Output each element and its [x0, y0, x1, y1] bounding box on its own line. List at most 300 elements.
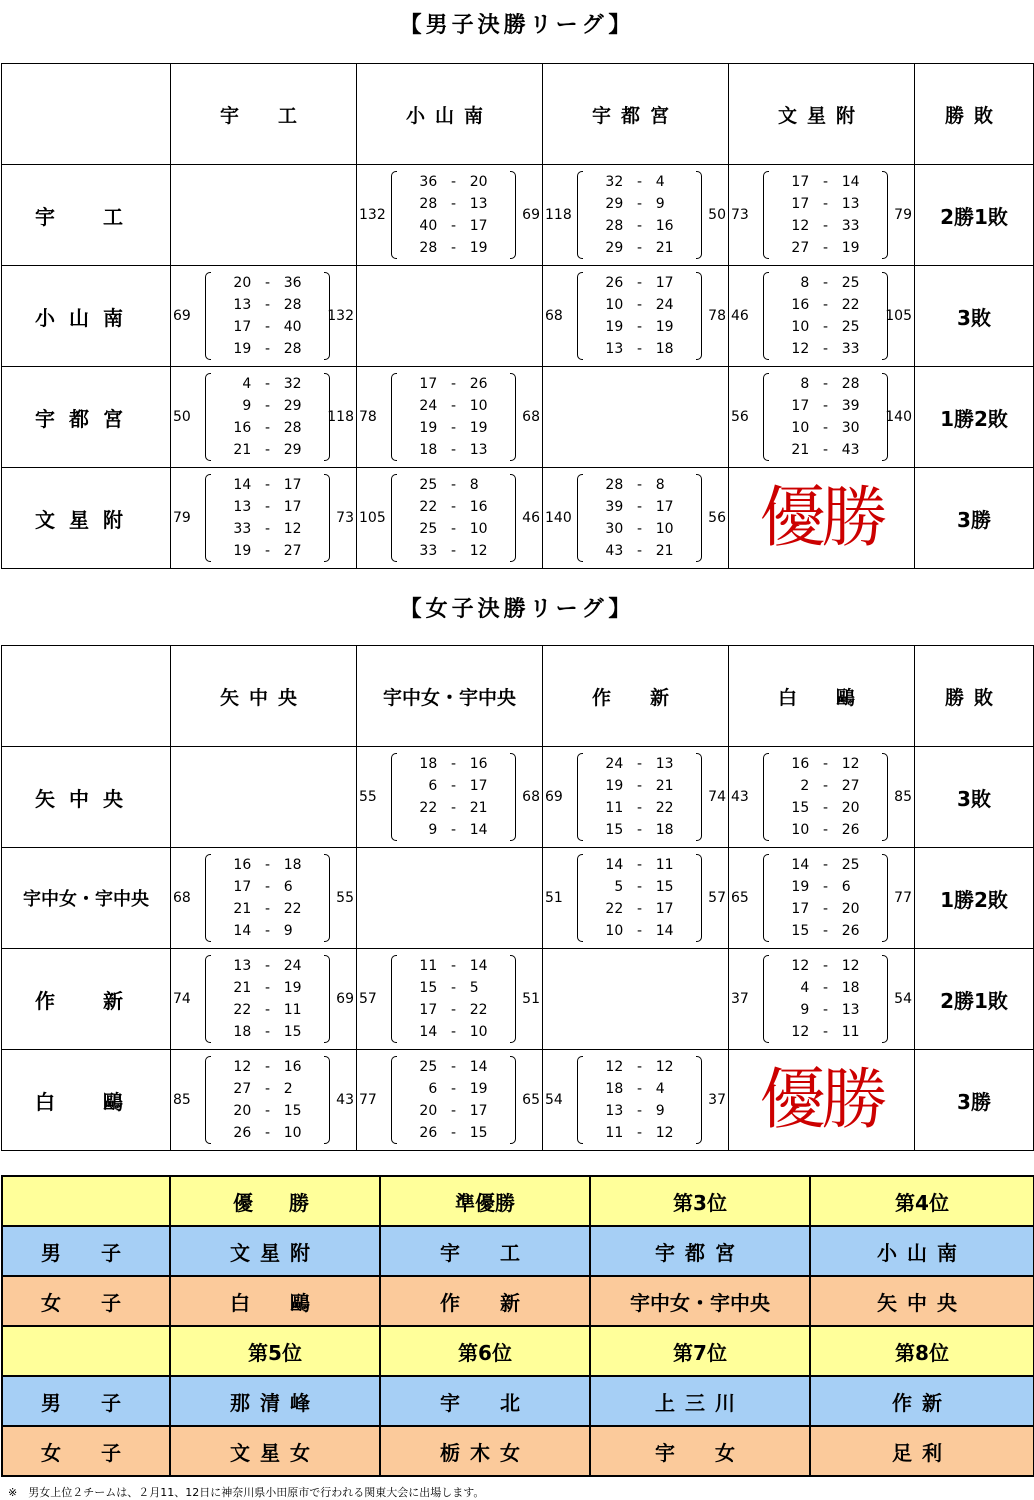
period-score: 25 [841, 319, 860, 335]
match-cell [357, 468, 543, 569]
bracket-right [882, 171, 888, 259]
match-score [357, 367, 542, 467]
period-score: 26 [469, 376, 488, 392]
period-bracket [577, 753, 702, 841]
period-score: 19 [233, 341, 252, 357]
period-row [399, 777, 508, 795]
period-score: 28 [419, 240, 438, 256]
match-cell [729, 468, 915, 569]
match-cell [543, 747, 729, 848]
period-score: 22 [233, 1002, 252, 1018]
opponent-total-score: 73 [336, 510, 354, 526]
bracket-left [205, 474, 211, 562]
period-score: 12 [233, 1059, 252, 1075]
total-score: 37 [731, 991, 749, 1007]
period-score: 12 [469, 543, 488, 559]
match-score [729, 165, 914, 265]
period-score: 39 [841, 398, 860, 414]
period-score: 33 [841, 218, 860, 234]
period-row [771, 173, 880, 191]
dash: - [450, 196, 457, 212]
period-score: 12 [655, 1059, 674, 1075]
bracket-left [763, 854, 769, 942]
match-score [357, 1050, 542, 1150]
period-score: 11 [419, 958, 438, 974]
period-score: 22 [605, 901, 624, 917]
period-row [585, 318, 694, 336]
period-row [399, 979, 508, 997]
period-score: 28 [283, 341, 302, 357]
total-score: 65 [731, 890, 749, 906]
bracket-left [391, 1056, 397, 1144]
opponent-total-score: 51 [522, 991, 540, 1007]
dash: - [450, 800, 457, 816]
period-row [213, 957, 322, 975]
standings-boys-row [2, 1226, 1034, 1276]
opponent-total-score: 69 [522, 207, 540, 223]
total-score: 118 [545, 207, 572, 223]
period-score: 6 [283, 879, 293, 895]
period-score: 5 [614, 879, 624, 895]
dash: - [450, 1103, 457, 1119]
bracket-left [577, 474, 583, 562]
period-score: 16 [469, 499, 488, 515]
period-bracket [577, 854, 702, 942]
period-score: 30 [605, 521, 624, 537]
period-score: 10 [791, 822, 810, 838]
period-row [585, 922, 694, 940]
period-scores [771, 955, 880, 1043]
period-row [399, 1102, 508, 1120]
bracket-left [577, 854, 583, 942]
rank-header: 第4位 [810, 1176, 1034, 1226]
period-score: 40 [419, 218, 438, 234]
period-bracket [763, 955, 888, 1043]
period-row [771, 1001, 880, 1019]
period-row [213, 318, 322, 336]
period-row [771, 318, 880, 336]
period-score: 18 [655, 341, 674, 357]
dash: - [822, 398, 829, 414]
period-score: 21 [655, 778, 674, 794]
total-score: 43 [731, 789, 749, 805]
period-score: 11 [605, 800, 624, 816]
period-score: 28 [605, 218, 624, 234]
period-row [399, 821, 508, 839]
rank-header: 準優勝 [380, 1176, 590, 1226]
gender-label: 男 子 [2, 1376, 170, 1426]
period-score: 13 [233, 958, 252, 974]
match-score [543, 468, 728, 568]
period-score: 43 [841, 442, 860, 458]
period-bracket [763, 373, 888, 461]
period-row [213, 900, 322, 918]
period-score: 28 [605, 477, 624, 493]
standings-girls-row [2, 1276, 1034, 1326]
dash: - [822, 756, 829, 772]
dash: - [822, 822, 829, 838]
period-row [585, 1080, 694, 1098]
period-row [771, 856, 880, 874]
period-score: 17 [655, 901, 674, 917]
bracket-left [763, 373, 769, 461]
dash: - [450, 822, 457, 838]
dash: - [822, 857, 829, 873]
dash: - [264, 499, 271, 515]
dash: - [450, 398, 457, 414]
period-score: 10 [791, 420, 810, 436]
period-score: 15 [283, 1103, 302, 1119]
bracket-left [763, 753, 769, 841]
period-score: 8 [800, 275, 810, 291]
period-scores [771, 272, 880, 360]
dash: - [264, 1002, 271, 1018]
gender-label: 女 子 [2, 1276, 170, 1326]
period-score: 24 [419, 398, 438, 414]
match-score [171, 367, 356, 467]
dash: - [264, 376, 271, 392]
dash: - [636, 297, 643, 313]
period-score: 27 [791, 240, 810, 256]
period-scores [213, 1056, 322, 1144]
team-name: 宇 工 [2, 165, 171, 266]
team-cell: 作新 [810, 1376, 1034, 1426]
period-score: 20 [233, 275, 252, 291]
period-row [213, 1124, 322, 1142]
dash: - [822, 778, 829, 794]
opponent-total-score: 118 [327, 409, 354, 425]
period-row [585, 821, 694, 839]
dash: - [450, 778, 457, 794]
period-score: 17 [419, 376, 438, 392]
period-row [399, 957, 508, 975]
dash: - [264, 521, 271, 537]
dash: - [450, 218, 457, 234]
period-row [585, 195, 694, 213]
period-row [585, 498, 694, 516]
final-standings-table [1, 1175, 1034, 1477]
period-bracket [577, 171, 702, 259]
period-score: 10 [791, 319, 810, 335]
period-score: 36 [283, 275, 302, 291]
bracket-right [510, 171, 516, 259]
period-row [213, 1102, 322, 1120]
period-score: 25 [419, 1059, 438, 1075]
period-row [399, 755, 508, 773]
period-bracket [205, 854, 330, 942]
match-score [729, 747, 914, 847]
period-score: 17 [419, 1002, 438, 1018]
period-score: 39 [605, 499, 624, 515]
match-cell [543, 367, 729, 468]
dash: - [450, 420, 457, 436]
period-row [213, 419, 322, 437]
period-score: 12 [841, 756, 860, 772]
period-score: 19 [283, 980, 302, 996]
table-row [2, 468, 1034, 569]
bracket-right [882, 955, 888, 1043]
dash: - [822, 1002, 829, 1018]
period-score: 6 [841, 879, 851, 895]
period-row [399, 375, 508, 393]
match-cell [171, 266, 357, 367]
period-scores [771, 753, 880, 841]
period-bracket [577, 272, 702, 360]
match-cell [357, 949, 543, 1050]
period-bracket [205, 1056, 330, 1144]
bracket-left [205, 955, 211, 1043]
team-cell: 宇都宮 [590, 1226, 810, 1276]
period-row [399, 239, 508, 257]
period-score: 13 [605, 1103, 624, 1119]
dash: - [636, 1125, 643, 1141]
match-cell [543, 165, 729, 266]
bracket-left [763, 272, 769, 360]
period-score: 8 [655, 477, 665, 493]
period-row [771, 821, 880, 839]
match-cell [357, 747, 543, 848]
match-score [543, 747, 728, 847]
total-score: 54 [545, 1092, 563, 1108]
dash: - [264, 923, 271, 939]
match-cell [171, 468, 357, 569]
dash: - [636, 822, 643, 838]
period-score: 12 [791, 1024, 810, 1040]
period-score: 26 [233, 1125, 252, 1141]
dash: - [636, 521, 643, 537]
period-row [213, 878, 322, 896]
record: 3勝 [915, 468, 1034, 569]
period-row [771, 1023, 880, 1041]
team-cell: 小山南 [810, 1226, 1034, 1276]
team-name: 小山南 [2, 266, 171, 367]
period-row [585, 476, 694, 494]
period-score: 14 [233, 477, 252, 493]
period-score: 22 [419, 800, 438, 816]
period-score: 24 [605, 756, 624, 772]
total-score: 77 [359, 1092, 377, 1108]
period-row [585, 340, 694, 358]
dash: - [264, 1024, 271, 1040]
bracket-left [577, 272, 583, 360]
dash: - [264, 398, 271, 414]
period-score: 11 [283, 1002, 302, 1018]
rank-header: 第7位 [590, 1326, 810, 1376]
period-score: 17 [469, 778, 488, 794]
period-score: 11 [655, 857, 674, 873]
opponent-total-score: 56 [708, 510, 726, 526]
period-score: 2 [800, 778, 810, 794]
dash: - [450, 477, 457, 493]
period-score: 14 [469, 1059, 488, 1075]
period-score: 22 [469, 1002, 488, 1018]
period-scores [399, 1056, 508, 1144]
bracket-right [696, 272, 702, 360]
dash: - [636, 1103, 643, 1119]
period-row [399, 1058, 508, 1076]
period-row [771, 979, 880, 997]
total-score: 74 [173, 991, 191, 1007]
period-score: 10 [469, 521, 488, 537]
period-row [213, 1058, 322, 1076]
match-score [171, 468, 356, 568]
dash: - [822, 1024, 829, 1040]
period-row [585, 542, 694, 560]
period-score: 13 [469, 442, 488, 458]
bracket-right [510, 955, 516, 1043]
period-scores [399, 474, 508, 562]
period-score: 22 [419, 499, 438, 515]
period-score: 20 [469, 174, 488, 190]
record: 3敗 [915, 266, 1034, 367]
bracket-right [696, 1056, 702, 1144]
period-bracket [391, 474, 516, 562]
period-score: 18 [283, 857, 302, 873]
period-row [585, 296, 694, 314]
period-row [771, 217, 880, 235]
period-score: 12 [605, 1059, 624, 1075]
period-score: 10 [469, 1024, 488, 1040]
period-score: 32 [283, 376, 302, 392]
match-cell [171, 747, 357, 848]
team-name: 文星附 [2, 468, 171, 569]
bracket-left [763, 171, 769, 259]
total-score: 57 [359, 991, 377, 1007]
team-name: 矢中央 [2, 747, 171, 848]
opponent-total-score: 74 [708, 789, 726, 805]
boys-header-row [2, 64, 1034, 165]
total-score: 68 [545, 308, 563, 324]
total-score: 50 [173, 409, 191, 425]
opponent-total-score: 78 [708, 308, 726, 324]
period-score: 17 [791, 901, 810, 917]
dash: - [822, 980, 829, 996]
period-scores [213, 474, 322, 562]
dash: - [264, 543, 271, 559]
dash: - [264, 297, 271, 313]
period-row [399, 799, 508, 817]
match-score [729, 848, 914, 948]
bracket-right [324, 955, 330, 1043]
period-row [213, 1023, 322, 1041]
period-row [213, 498, 322, 516]
period-scores [399, 955, 508, 1043]
period-row [585, 239, 694, 257]
period-row [771, 777, 880, 795]
total-score: 51 [545, 890, 563, 906]
dash: - [822, 275, 829, 291]
period-bracket [577, 474, 702, 562]
period-score: 18 [841, 980, 860, 996]
period-score: 22 [841, 297, 860, 313]
team-cell: 上三川 [590, 1376, 810, 1426]
bracket-left [205, 373, 211, 461]
period-score: 19 [233, 543, 252, 559]
girls-league-title: 【女子決勝リーグ】 [399, 597, 635, 622]
bracket-right [510, 373, 516, 461]
period-score: 14 [233, 923, 252, 939]
opponent-total-score: 132 [327, 308, 354, 324]
bracket-right [696, 753, 702, 841]
dash: - [264, 980, 271, 996]
record: 1勝2敗 [915, 367, 1034, 468]
period-score: 17 [655, 275, 674, 291]
period-score: 26 [605, 275, 624, 291]
period-score: 17 [283, 477, 302, 493]
period-score: 14 [841, 174, 860, 190]
match-score [357, 747, 542, 847]
dash: - [636, 778, 643, 794]
period-score: 9 [655, 196, 665, 212]
period-score: 13 [469, 196, 488, 212]
table-row [2, 848, 1034, 949]
period-score: 15 [791, 800, 810, 816]
period-score: 21 [233, 901, 252, 917]
table-row [2, 266, 1034, 367]
col-header: 作 新 [543, 646, 729, 747]
period-score: 19 [419, 420, 438, 436]
period-row [771, 195, 880, 213]
match-score [357, 165, 542, 265]
bracket-right [882, 753, 888, 841]
footnote: ※ 男女上位２チームは、２月11、12日に神奈川県小田原市で行われる関東大会に出場します。 [8, 1486, 485, 1499]
champion-mark: 優勝 [759, 1061, 884, 1138]
dash: - [450, 1024, 457, 1040]
dash: - [264, 901, 271, 917]
rank-header: 優 勝 [170, 1176, 380, 1226]
team-cell: 那清峰 [170, 1376, 380, 1426]
total-score: 46 [731, 308, 749, 324]
period-score: 12 [791, 341, 810, 357]
col-header: 矢中央 [171, 646, 357, 747]
period-score: 6 [428, 1081, 438, 1097]
bracket-left [205, 272, 211, 360]
team-cell: 宇 女 [590, 1426, 810, 1476]
period-score: 9 [428, 822, 438, 838]
bracket-right [696, 854, 702, 942]
period-score: 21 [469, 800, 488, 816]
col-header: 小山南 [357, 64, 543, 165]
period-row [399, 520, 508, 538]
period-score: 13 [233, 297, 252, 313]
dash: - [450, 958, 457, 974]
dash: - [636, 923, 643, 939]
team-cell: 矢中央 [810, 1276, 1034, 1326]
dash: - [636, 1059, 643, 1075]
col-header: 文星附 [729, 64, 915, 165]
rank-header: 第6位 [380, 1326, 590, 1376]
period-score: 12 [791, 218, 810, 234]
period-score: 18 [655, 822, 674, 838]
bracket-right [324, 854, 330, 942]
dash: - [450, 521, 457, 537]
match-score [729, 367, 914, 467]
period-scores [399, 373, 508, 461]
period-scores [585, 474, 694, 562]
match-cell [171, 1050, 357, 1151]
period-row [213, 340, 322, 358]
dash: - [264, 1059, 271, 1075]
period-bracket [205, 955, 330, 1043]
period-score: 17 [283, 499, 302, 515]
dash: - [822, 800, 829, 816]
match-cell [729, 949, 915, 1050]
match-cell [543, 949, 729, 1050]
period-row [399, 441, 508, 459]
period-row [399, 1080, 508, 1098]
period-score: 24 [655, 297, 674, 313]
period-row [399, 195, 508, 213]
